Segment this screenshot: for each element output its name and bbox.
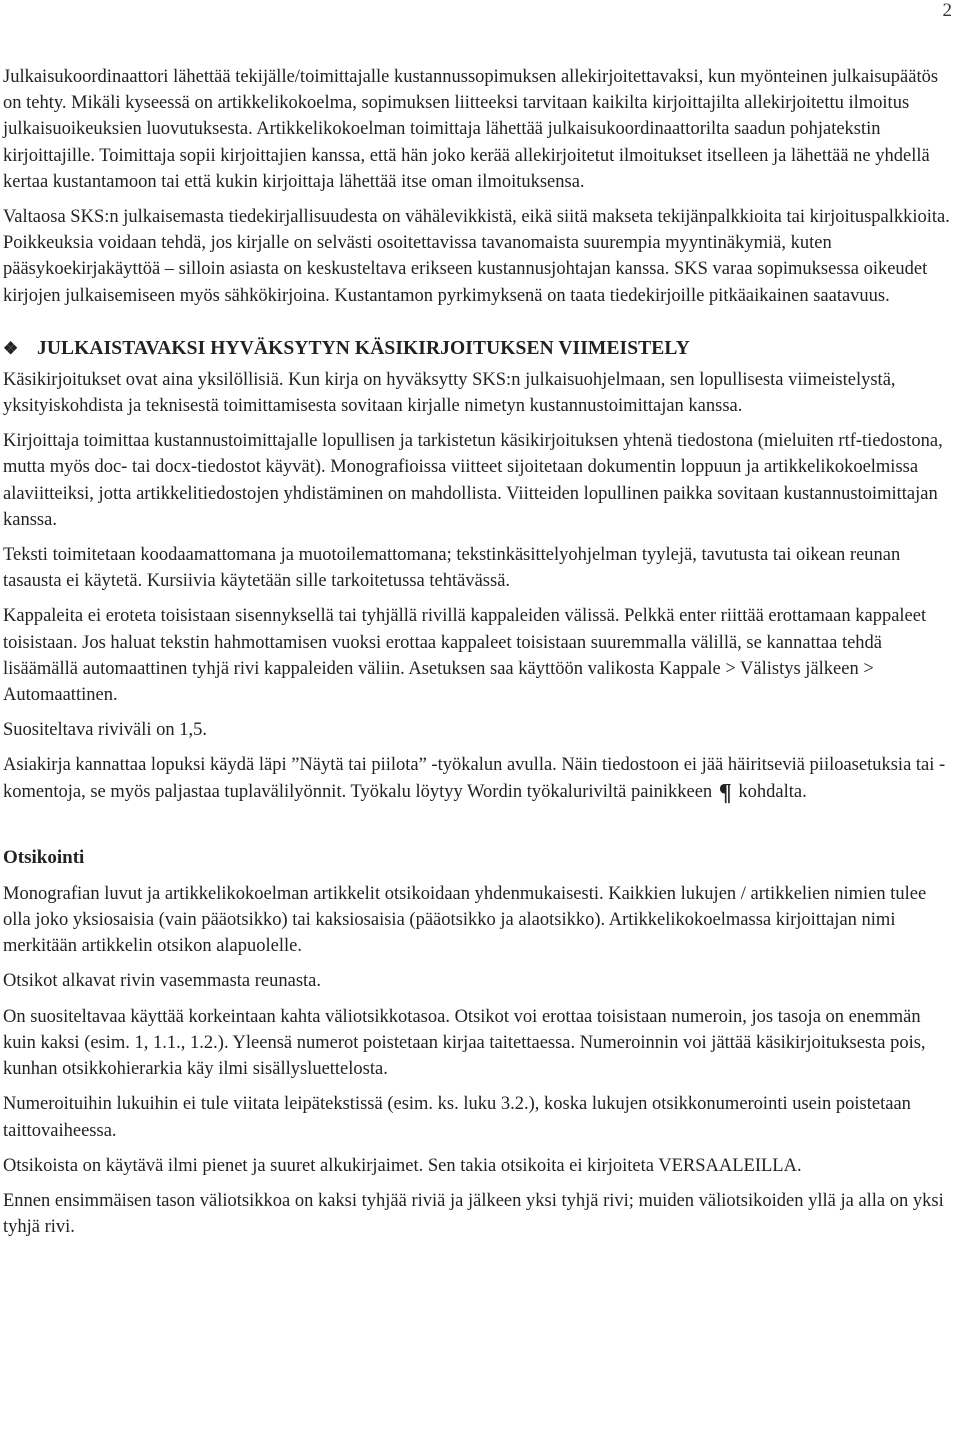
intro-paragraph-2: Valtaosa SKS:n julkaisemasta tiedekirjallisuudesta on vähälevikkistä, eikä siitä makseta tekijänpalkkioita tai kirjoituspalkkioita. Poikkeuksia voidaan tehdä, jos kirjalle on selvästi osoitettavissa tavanomaista suurempia myyntinäkymiä, kuten pääsykoekirjakäyttöä – silloin asiasta on keskusteltava erikseen kustannusjohtajan kanssa. SKS varaa sopimuksessa oikeudet kirjojen julkaisemiseen myös sähkökirjoina. Kustantamon pyrkimyksenä on taata tiedekirjoille pitkäaikainen saatavuus. (3, 207, 950, 306)
otsikointi-paragraph-4: Numeroituihin lukuihin ei tule viitata leipätekstissä (esim. ks. luku 3.2.), koska lukujen otsikkonumerointi usein poistetaan taittovaiheessa. (3, 1094, 911, 1141)
section-paragraph-3: Teksti toimitetaan koodaamattomana ja muotoilemattomana; tekstinkäsittelyohjelman tyylejä, tavutusta tai oikean reunan tasausta ei käytetä. Kursiivia käytetään sille tarkoitetussa tehtävässä. (3, 545, 901, 592)
otsikointi-paragraph-6: Ennen ensimmäisen tason väliotsikkoa on kaksi tyhjää riviä ja jälkeen yksi tyhjä rivi; muiden väliotsikoiden yllä ja alla on yksi tyhjä rivi. (3, 1190, 944, 1238)
otsikointi-paragraph-5: Otsikoista on käytävä ilmi pienet ja suuret alkukirjaimet. Sen takia otsikoita ei kirjoiteta VERSAALEILLA. (3, 1155, 802, 1176)
pilcrow-icon: ¶ (718, 779, 732, 806)
section-paragraph-6-tail: kohdalta. (738, 781, 807, 802)
otsikointi-paragraph-2: Otsikot alkavat rivin vasemmasta reunasta. (3, 971, 322, 992)
section-paragraph-5: Suositeltava riviväli on 1,5. (3, 720, 207, 741)
document-body (3, 64, 957, 1240)
diamond-bullet-icon: ❖ (3, 338, 19, 358)
section-paragraph-6-text: Asiakirja kannattaa lopuksi käydä läpi ”Näytä tai piilota” -työkalun avulla. Näin tiedostoon ei jää häiritseviä piiloasetuksia tai -komentoja, se myös paljastaa tuplavälilyönnit. Työkalu löytyy Wordin työkaluriviltä painikkeen (3, 755, 946, 802)
page-number: 2 (942, 0, 952, 21)
section-heading-text: JULKAISTAVAKSI HYVÄKSYTYN KÄSIKIRJOITUKSEN VIIMEISTELY (37, 337, 690, 359)
section-paragraph-4: Kappaleita ei eroteta toisistaan sisennyksellä tai tyhjällä rivillä kappaleiden välissä. Pelkkä enter riittää erottamaan kappaleet toisistaan. Jos haluat tekstin hahmottamisen vuoksi erottaa kappaleet toisistaan suuremmalla välillä, se kannattaa tehdä lisäämällä automaattinen tyhjä rivi kappaleiden väliin. Asetuksen saa käyttöön valikosta Kappale > Välistys jälkeen > Automaattinen. (3, 606, 927, 706)
section-heading (3, 335, 957, 363)
otsikointi-paragraph-3: On suositeltavaa käyttää korkeintaan kahta väliotsikkotasoa. Otsikot voi erottaa toisistaan numeroin, jos tasoja on enemmän kuin kaksi (esim. 1, 1.1., 1.2.). Yleensä numerot poistetaan kirjaa taitettaessa. Numeroinnin voi jättää käsikirjoituksesta pois, kunhan otsikkohierarkia käy ilmi sisällysluettelosta. (3, 1006, 926, 1080)
section-paragraph-1: Käsikirjoitukset ovat aina yksilöllisiä. Kun kirja on hyväksytty SKS:n julkaisuohjelmaan, sen lopullisesta viimeistelystä, yksityiskohdista ja teknisestä toimittamisesta sovitaan kirjalle nimetyn kustannustoimittajan kanssa. (3, 369, 896, 417)
section-paragraph-2: Kirjoittaja toimittaa kustannustoimittajalle lopullisen ja tarkistetun käsikirjoituksen yhtenä tiedostona (mieluiten rtf-tiedostona, mutta myös doc- tai docx-tiedostot käyvät). Monografioissa viitteet sijoitetaan dokumentin loppuun ja artikkelikokoelmissa alaviitteiksi, jotta artikkelitiedostojen yhdistäminen on mahdollista. Viitteiden lopullinen paikka sovitaan kustannustoimittajan kanssa. (3, 431, 943, 530)
section-paragraph-6 (3, 752, 957, 804)
otsikointi-heading: Otsikointi (3, 846, 85, 868)
intro-paragraph-1: Julkaisukoordinaattori lähettää tekijälle/toimittajalle kustannussopimuksen allekirjoitettavaksi, kun myönteinen julkaisupäätös on tehty. Mikäli kyseessä on artikkelikokoelma, sopimuksen liitteeksi tarvitaan kaikilta kirjoittajilta allekirjoitettu ilmoitus julkaisuoikeuksien luovutuksesta. Artikkelikokoelman toimittaja lähettää julkaisukoordinaattorilta saadun pohjatekstin kirjoittajille. Toimittaja sopii kirjoittajien kanssa, että hän joko kerää allekirjoitetut ilmoitukset itselleen ja lähettää ne yhdellä kertaa kustantamoon tai että kukin kirjoittaja lähettää itse oman ilmoituksensa. (3, 67, 939, 192)
otsikointi-paragraph-1: Monografian luvut ja artikkelikokoelman artikkelit otsikoidaan yhdenmukaisesti. Kaikkien lukujen / artikkelien nimien tulee olla joko yksiosaisia (vain pääotsikko) tai kaksiosaisia (pääotsikko ja alaotsikko). Artikkelikokoelmassa kirjoittajan nimi merkitään artikkelin otsikon alapuolelle. (3, 883, 927, 957)
